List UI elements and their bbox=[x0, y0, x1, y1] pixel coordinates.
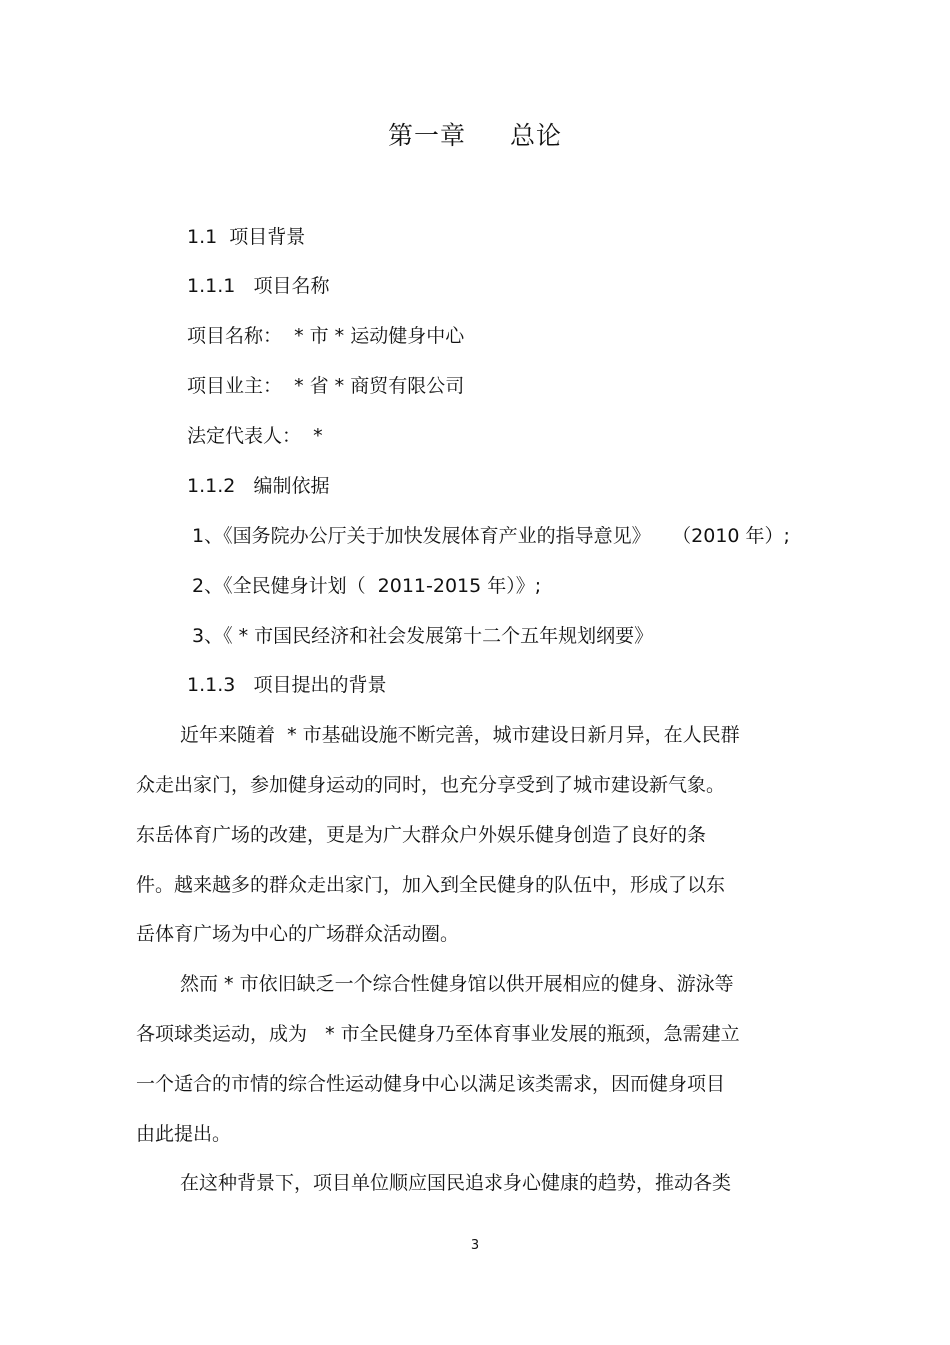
section-heading-1-1-3: 1.1.3 项目提出的背景 bbox=[187, 674, 387, 696]
reference-item-2: 2、《全民健身计划（ 2011-2015 年）》; bbox=[192, 575, 542, 597]
paragraph-line: 东岳体育广场的改建，更是为广大群众户外娱乐健身创造了良好的条 bbox=[136, 824, 707, 846]
legal-representative-line: 法定代表人： * bbox=[187, 425, 323, 447]
section-heading-1-1-1: 1.1.1 项目名称 bbox=[187, 275, 330, 297]
paragraph-line: 一个适合的市情的综合性运动健身中心以满足该类需求，因而健身项目 bbox=[136, 1073, 726, 1095]
section-heading-1-1-2: 1.1.2 编制依据 bbox=[187, 475, 330, 497]
chapter-title: 第一章 总论 bbox=[388, 121, 562, 150]
page-number: 3 bbox=[470, 1238, 480, 1253]
reference-item-3: 3、《 * 市国民经济和社会发展第十二个五年规划纲要》 bbox=[192, 625, 654, 647]
paragraph-line: 岳体育广场为中心的广场群众活动圈。 bbox=[136, 923, 460, 945]
project-name-line: 项目名称： * 市 * 运动健身中心 bbox=[187, 325, 465, 347]
project-owner-line: 项目业主： * 省 * 商贸有限公司 bbox=[187, 375, 465, 397]
paragraph-line: 件。越来越多的群众走出家门，加入到全民健身的队伍中，形成了以东 bbox=[136, 874, 726, 896]
paragraph-line: 然而 * 市依旧缺乏一个综合性健身馆以供开展相应的健身、游泳等 bbox=[180, 973, 734, 995]
paragraph-line: 在这种背景下，项目单位顺应国民追求身心健康的趋势，推动各类 bbox=[180, 1172, 732, 1194]
reference-item-1: 1、《国务院办公厅关于加快发展体育产业的指导意见》 （2010 年）; bbox=[192, 525, 790, 547]
paragraph-line: 由此提出。 bbox=[136, 1123, 232, 1145]
section-heading-1-1: 1.1 项目背景 bbox=[187, 226, 306, 248]
paragraph-line: 众走出家门，参加健身运动的同时，也充分享受到了城市建设新气象。 bbox=[136, 774, 726, 796]
paragraph-line: 各项球类运动，成为 * 市全民健身乃至体育事业发展的瓶颈，急需建立 bbox=[136, 1023, 740, 1045]
paragraph-line: 近年来随着 * 市基础设施不断完善，城市建设日新月异，在人民群 bbox=[180, 724, 740, 746]
